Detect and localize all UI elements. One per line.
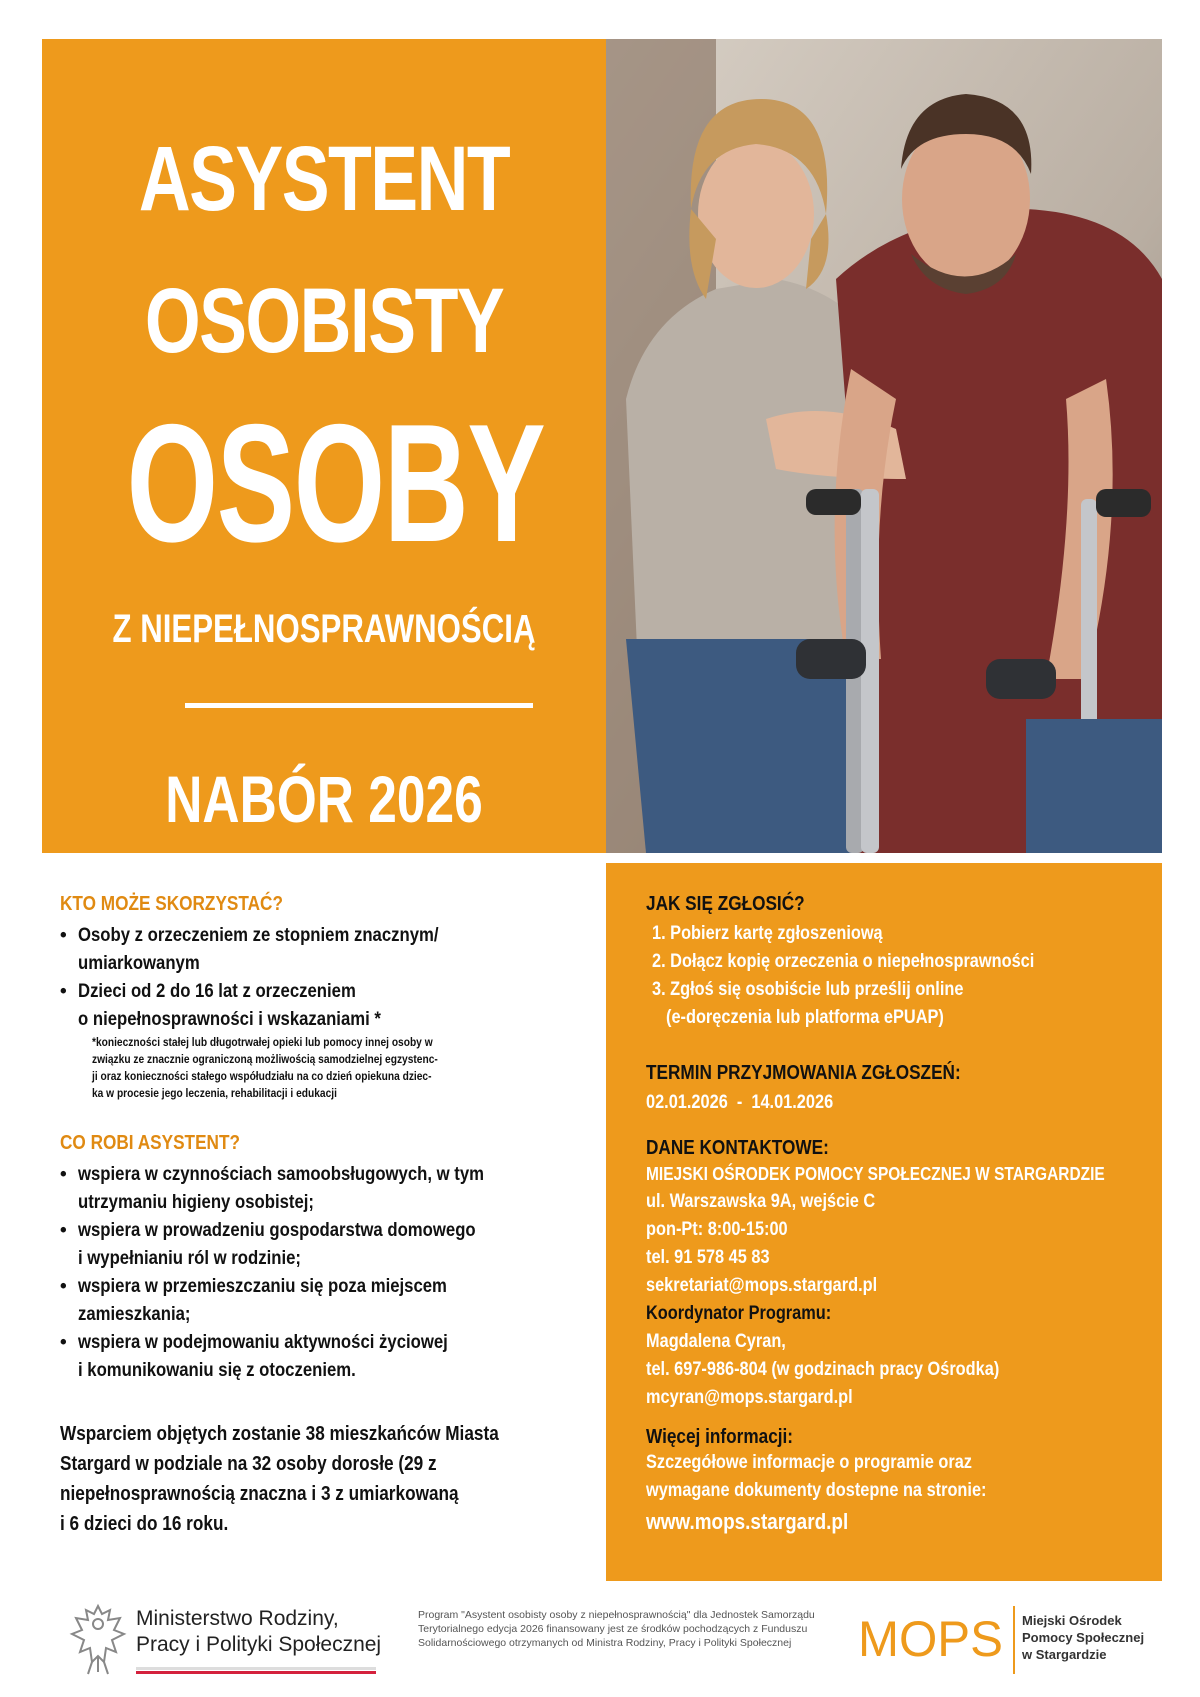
application-panel <box>606 863 1162 1581</box>
title-line-1: ASYSTENT <box>138 128 510 230</box>
title-divider <box>185 703 533 708</box>
title-line-3: OSOBY <box>126 389 545 577</box>
mops-name: Miejski Ośrodek Pomocy Społecznej w Stargardzie <box>1022 1613 1145 1662</box>
website-link[interactable]: www.mops.stargard.pl <box>646 1509 849 1534</box>
deadline-dates: 02.01.2026 - 14.01.2026 <box>646 1092 834 1113</box>
contact-org: MIEJSKI OŚRODEK POMOCY SPOŁECZNEJ W STARGARDZIE <box>646 1164 1105 1184</box>
coordinator-name: Magdalena Cyran, <box>646 1331 786 1352</box>
title-line-2: OSOBISTY <box>144 270 504 372</box>
who-item-cont: o niepełnosprawności i wskazaniami * <box>78 1009 381 1030</box>
footnote-line: związku ze znacznie ograniczoną możliwością samodzielnej egzystenc- <box>92 1052 438 1066</box>
who-heading: KTO MOŻE SKORZYSTAĆ? <box>60 893 283 915</box>
summary-line: Stargard w podziale na 32 osoby dorosłe (29 z <box>60 1453 437 1475</box>
footnote-line: ka w procesie jego leczenia, rehabilitacji i edukacji <box>92 1086 337 1100</box>
deadline-heading: TERMIN PRZYJMOWANIA ZGŁOSZEŃ: <box>646 1062 961 1084</box>
assistant-item: • wspiera w czynnościach samoobsługowych, w tym <box>60 1164 485 1185</box>
who-item: • Dzieci od 2 do 16 lat z orzeczeniem <box>60 981 356 1002</box>
who-item: • Osoby z orzeczeniem ze stopniem znacznym/ <box>60 925 439 946</box>
assistant-item-cont: zamieszkania; <box>78 1304 191 1325</box>
more-line: wymagane dokumenty dostepne na stronie: <box>646 1480 987 1501</box>
more-heading: Więcej informacji: <box>646 1426 794 1448</box>
title-line-4: Z NIEPEŁNOSPRAWNOŚCIĄ <box>112 607 536 651</box>
polish-eagle-icon <box>66 1600 130 1680</box>
coordinator-email[interactable]: mcyran@mops.stargard.pl <box>646 1387 853 1408</box>
contact-heading: DANE KONTAKTOWE: <box>646 1137 829 1159</box>
more-line: Szczegółowe informacje o programie oraz <box>646 1452 972 1473</box>
assistant-item-cont: i wypełnianiu ról w rodzinie; <box>78 1248 301 1269</box>
contact-email[interactable]: sekretariat@mops.stargard.pl <box>646 1275 878 1296</box>
coordinator-heading: Koordynator Programu: <box>646 1303 832 1324</box>
who-item-cont: umiarkowanym <box>78 953 200 974</box>
flag-white-stripe <box>136 1667 376 1670</box>
eligibility-section <box>60 893 580 1539</box>
footnote-line: ji oraz konieczności stałego współudziału na co dzień opiekuna dziec- <box>92 1069 432 1083</box>
flag-red-stripe <box>136 1671 376 1674</box>
apply-heading: JAK SIĘ ZGŁOSIĆ? <box>646 893 805 915</box>
assistant-item-cont: i komunikowaniu się z otoczeniem. <box>78 1360 356 1381</box>
contact-address: ul. Warszawska 9A, wejście C <box>646 1191 876 1212</box>
apply-step: 1. Pobierz kartę zgłoszeniową <box>652 923 883 944</box>
summary-line: i 6 dzieci do 16 roku. <box>60 1513 229 1535</box>
summary-line: niepełnosprawnością znaczna i 3 z umiarkowaną <box>60 1483 459 1505</box>
hero-photo <box>606 39 1162 853</box>
logo-separator <box>1013 1606 1015 1674</box>
mops-logo <box>858 1604 1008 1674</box>
footnote-line: *konieczności stałej lub długotrwałej opieki lub pomocy innej osoby w <box>92 1035 433 1049</box>
recruitment-label: NABÓR 2026 <box>165 762 483 836</box>
contact-hours: pon-Pt: 8:00-15:00 <box>646 1219 788 1240</box>
apply-step-cont: (e-doręczenia lub platforma ePUAP) <box>666 1007 944 1028</box>
program-footnote: Program "Asystent osobisty osoby z niepełnosprawnością" dla Jednostek Samorządu Terytorialnego edycja 2026 finansowany jest ze środków pochodzących z Funduszu Solidarnościowego otrzymanych od Ministra Rodziny, Pracy i Polityki Społecznej <box>418 1609 815 1649</box>
ministry-name: Ministerstwo Rodziny, Pracy i Polityki Społecznej <box>136 1607 382 1656</box>
apply-step: 3. Zgłoś się osobiście lub prześlij online <box>652 979 964 1000</box>
assistant-heading: CO ROBI ASYSTENT? <box>60 1132 240 1154</box>
coordinator-phone[interactable]: tel. 697-986-804 (w godzinach pracy Ośrodka) <box>646 1359 1000 1380</box>
contact-phone[interactable]: tel. 91 578 45 83 <box>646 1247 770 1268</box>
mops-logo-text: MOPS <box>858 1611 1003 1667</box>
assistant-item: • wspiera w prowadzeniu gospodarstwa domowego <box>60 1220 476 1241</box>
assistant-item: • wspiera w podejmowaniu aktywności życiowej <box>60 1332 448 1353</box>
summary-line: Wsparciem objętych zostanie 38 mieszkańców Miasta <box>60 1423 499 1445</box>
assistant-item: • wspiera w przemieszczaniu się poza miejscem <box>60 1276 447 1297</box>
assistant-item-cont: utrzymaniu higieny osobistej; <box>78 1192 314 1213</box>
footer <box>0 1590 1200 1697</box>
hero-title-panel <box>42 39 606 853</box>
apply-step: 2. Dołącz kopię orzeczenia o niepełnosprawności <box>652 951 1035 972</box>
